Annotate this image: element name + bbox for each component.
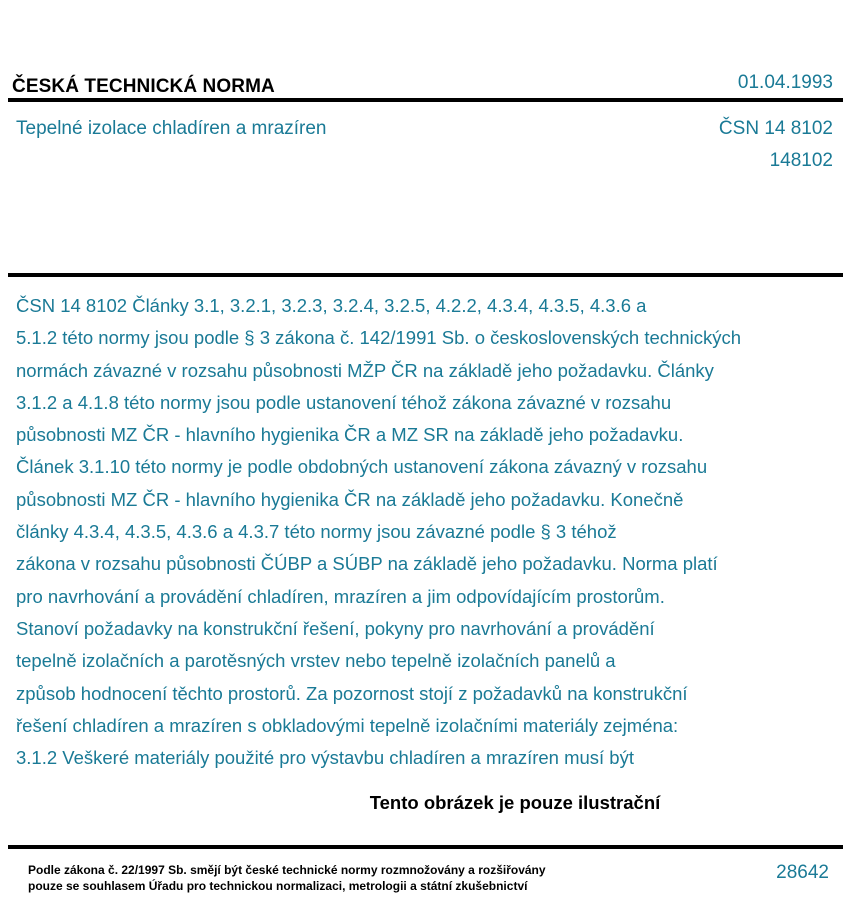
body-line: 3.1.2 a 4.1.8 této normy jsou podle ustanovení téhož zákona závazné v rozsahu bbox=[16, 391, 672, 413]
body-line: 5.1.2 této normy jsou podle § 3 zákona č. 142/1991 Sb. o československých technických bbox=[16, 327, 742, 349]
body-line: způsob hodnocení těchto prostorů. Za pozornost stojí z požadavků na konstrukční bbox=[16, 682, 688, 704]
legal-notice-line: Podle zákona č. 22/1997 Sb. smějí být české technické normy rozmnožovány a rozšiřovány bbox=[28, 863, 546, 877]
body-line: Stanoví požadavky na konstrukční řešení, pokyny pro navrhování a provádění bbox=[16, 617, 655, 639]
issue-date: 01.04.1993 bbox=[737, 72, 833, 93]
body-line: Článek 3.1.10 této normy je podle obdobných ustanovení zákona závazný v rozsahu bbox=[16, 456, 708, 478]
header-rule bbox=[8, 98, 843, 102]
body-line: ČSN 14 8102 Články 3.1, 3.2.1, 3.2.3, 3.2.4, 3.2.5, 4.2.2, 4.3.4, 4.3.5, 4.3.6 a bbox=[16, 295, 647, 316]
document-title: ČESKÁ TECHNICKÁ NORMA bbox=[12, 76, 275, 97]
body-text bbox=[16, 290, 861, 774]
standard-subject: Tepelné izolace chladíren a mrazíren bbox=[16, 118, 327, 139]
body-line: působnosti MZ ČR - hlavního hygienika ČR a MZ SR na základě jeho požadavku. bbox=[16, 424, 684, 446]
legal-notice-line: pouze se souhlasem Úřadu pro technickou normalizaci, metrologii a státní zkušebnictví bbox=[28, 879, 528, 893]
body-line: působnosti MZ ČR - hlavního hygienika ČR na základě jeho požadavku. Konečně bbox=[16, 488, 684, 510]
body-line: tepelně izolačních a parotěsných vrstev nebo tepelně izolačních panelů a bbox=[16, 650, 616, 672]
body-line: pro navrhování a provádění chladíren, mrazíren a jim odpovídajícím prostorům. bbox=[16, 585, 665, 607]
body-line: zákona v rozsahu působnosti ČÚBP a SÚBP na základě jeho požadavku. Norma platí bbox=[16, 553, 718, 575]
document-number: 28642 bbox=[776, 862, 829, 883]
body-line: normách závazné v rozsahu působnosti MŽP ČR na základě jeho požadavku. Články bbox=[16, 359, 714, 381]
body-line: řešení chladíren a mrazíren s obkladovými tepelně izolačními materiály zejména: bbox=[16, 714, 679, 736]
standard-code: ČSN 14 8102 bbox=[718, 118, 833, 139]
footer-rule bbox=[8, 845, 843, 849]
section-rule bbox=[8, 273, 843, 277]
body-line: články 4.3.4, 4.3.5, 4.3.6 a 4.3.7 této normy jsou závazné podle § 3 téhož bbox=[16, 521, 617, 543]
body-line: 3.1.2 Veškeré materiály použité pro výstavbu chladíren a mrazíren musí být bbox=[16, 747, 634, 769]
standard-class-number: 148102 bbox=[769, 150, 833, 171]
legal-notice bbox=[28, 862, 546, 894]
illustration-disclaimer: Tento obrázek je pouze ilustrační bbox=[369, 792, 661, 813]
